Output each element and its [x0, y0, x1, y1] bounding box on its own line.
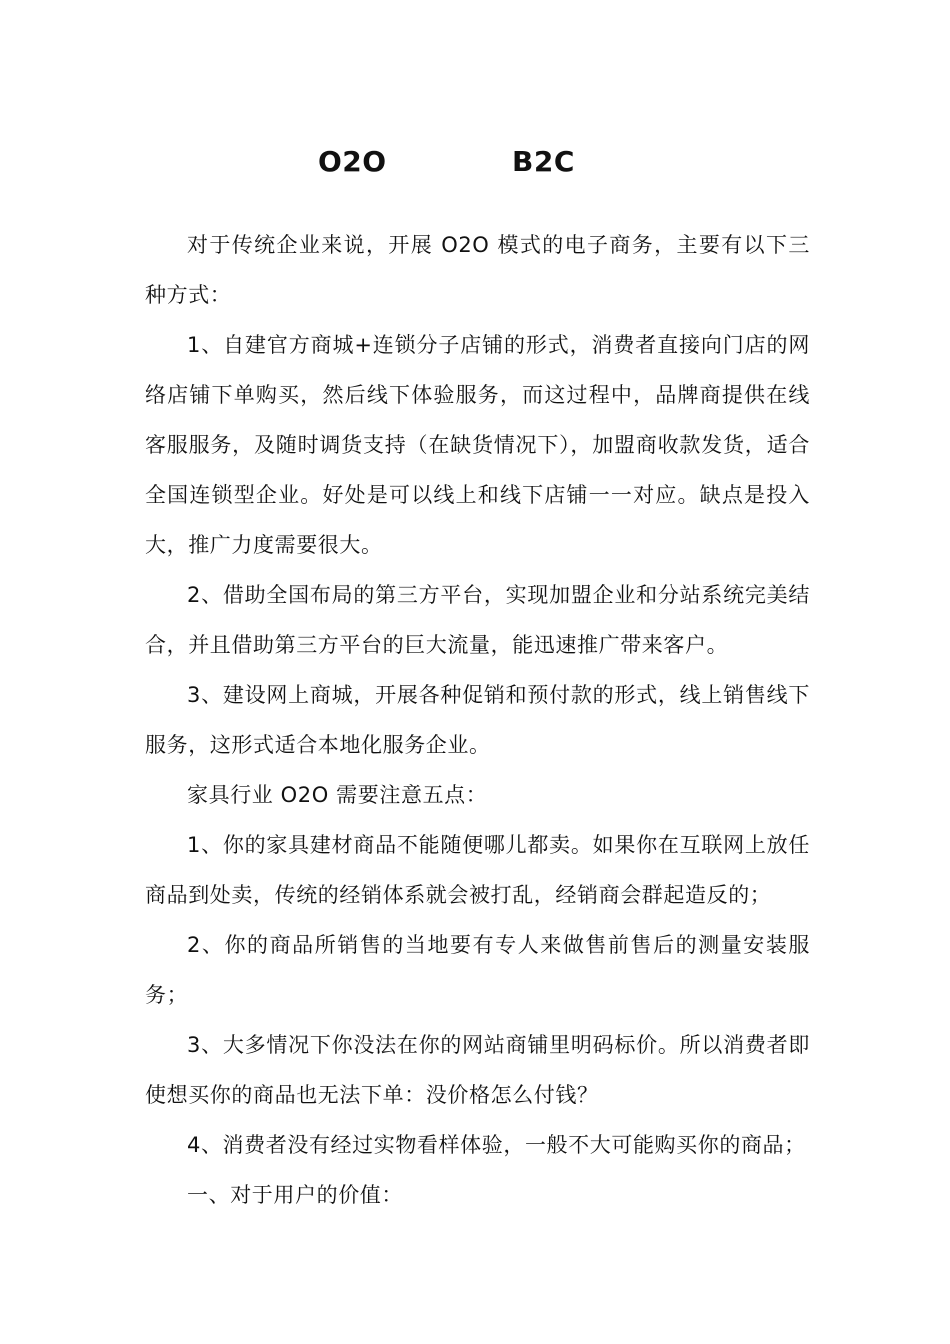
paragraph-furniture-heading: 家具行业 O2O 需要注意五点： — [187, 783, 488, 807]
paragraph-point-4: 4、消费者没有经过实物看样体验，一般不大可能购买你的商品； — [187, 1133, 806, 1157]
document-title — [0, 140, 950, 184]
document-body — [145, 220, 810, 1220]
paragraph-point-1: 1、你的家具建材商品不能随便哪儿都卖。如果你在互联网上放任商品到处卖，传统的经销体系就会被打乱，经销商会群起造反的； — [145, 833, 810, 907]
paragraph-method-3: 3、建设网上商城，开展各种促销和预付款的形式，线上销售线下服务，这形式适合本地化服务企业。 — [145, 683, 810, 757]
title-o2o: O2O — [318, 145, 387, 178]
paragraph-point-2: 2、你的商品所销售的当地要有专人来做售前售后的测量安装服务； — [145, 933, 810, 1007]
paragraph-intro: 对于传统企业来说，开展 O2O 模式的电子商务，主要有以下三种方式： — [145, 233, 810, 307]
paragraph-method-1: 1、自建官方商城+连锁分子店铺的形式，消费者直接向门店的网络店铺下单购买，然后线下体验服务，而这过程中，品牌商提供在线客服服务，及随时调货支持（在缺货情况下），加盟商收款发货，适合全国连锁型企业。好处是可以线上和线下店铺一一对应。缺点是投入大，推广力度需要很大。 — [145, 333, 810, 557]
paragraph-method-2: 2、借助全国布局的第三方平台，实现加盟企业和分站系统完美结合，并且借助第三方平台的巨大流量，能迅速推广带来客户。 — [145, 583, 810, 657]
paragraph-user-value-heading: 一、对于用户的价值： — [187, 1183, 403, 1207]
title-b2c: B2C — [512, 145, 575, 178]
paragraph-point-3: 3、大多情况下你没法在你的网站商铺里明码标价。所以消费者即使想买你的商品也无法下单：没价格怎么付钱？ — [145, 1033, 810, 1107]
